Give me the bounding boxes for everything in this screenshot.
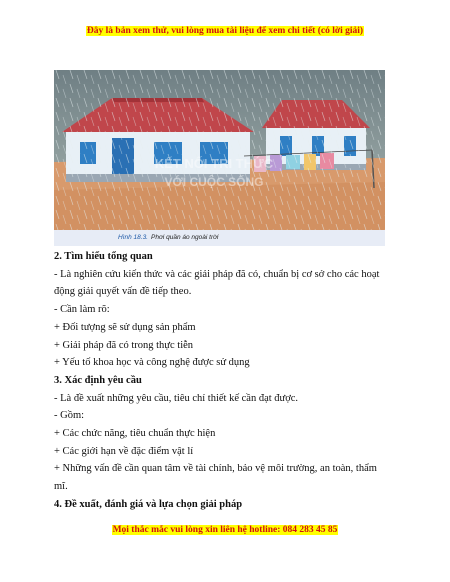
- document-body: [54, 248, 394, 514]
- paragraph-line: mĩ.: [54, 481, 68, 493]
- hotline-banner: [0, 525, 450, 535]
- list-item: + Giải pháp đã có trong thực tiễn: [54, 339, 194, 351]
- list-item: + Đối tượng sẽ sử dụng sản phẩm: [54, 321, 196, 333]
- list-item: + Các giới hạn về đặc điểm vật lí: [54, 445, 194, 457]
- paragraph-line: - Gồm:: [54, 410, 85, 422]
- list-item: + Các chức năng, tiêu chuẩn thực hiện: [54, 428, 216, 440]
- heading-tim-hieu-tong-quan: 2. Tìm hiểu tổng quan: [54, 251, 153, 262]
- paragraph-line: động giải quyết vấn đề tiếp theo.: [54, 286, 192, 298]
- preview-banner: [0, 26, 450, 36]
- watermark-line2: VỚI CUỘC SỐNG: [164, 175, 264, 189]
- figure-18-3: [54, 70, 385, 246]
- paragraph-line: - Là nghiên cứu kiến thức và các giải pháp đã có, chuẩn bị cơ sở cho các hoạt: [54, 268, 380, 280]
- hotline-banner-text: Mọi thắc mắc vui lòng xin liên hệ hotline: 084 283 45 85: [112, 525, 338, 535]
- heading-xac-dinh-yeu-cau: 3. Xác định yêu cầu: [54, 374, 142, 386]
- figure-caption-number: Hình 18.3.: [118, 234, 148, 241]
- figure-caption: [54, 230, 385, 246]
- list-item: + Yếu tố khoa học và công nghệ được sử dụng: [54, 357, 250, 369]
- list-item: + Những vấn đề cần quan tâm về tài chính, bảo vệ môi trường, an toàn, thẩm: [54, 463, 377, 475]
- illustration-houses-rain: [54, 70, 385, 230]
- heading-de-xuat-giai-phap: 4. Đề xuất, đánh giá và lựa chọn giải pháp: [54, 498, 243, 510]
- watermark-line1: KẾT NỐI TRI THỨC: [154, 156, 274, 171]
- paragraph-line: - Cần làm rõ:: [54, 304, 110, 316]
- preview-banner-text: Đây là bản xem thử, vui lòng mua tài liệu để xem chi tiết (có lời giải): [86, 26, 364, 36]
- figure-caption-text: Phơi quần áo ngoài trời: [151, 234, 219, 241]
- paragraph-line: - Là đề xuất những yêu cầu, tiêu chí thiết kế cần đạt được.: [54, 392, 299, 404]
